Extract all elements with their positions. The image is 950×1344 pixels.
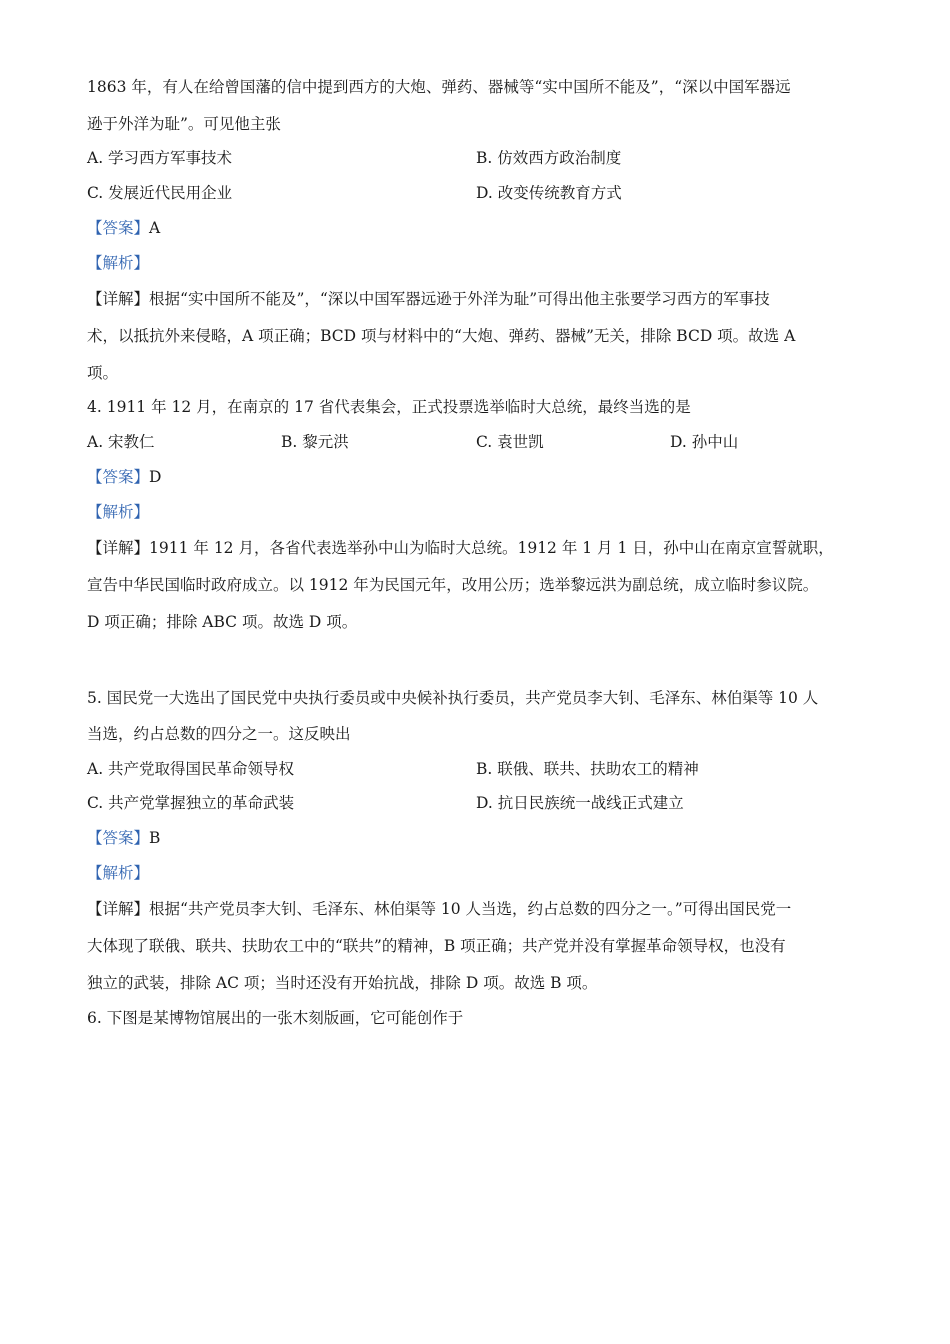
answer-tag: 【答案】 xyxy=(87,468,150,486)
detail-tag: 【详解】 xyxy=(87,539,150,557)
q5-stem-line1: 5. 国民党一大选出了国民党中央执行委员或中央候补执行委员，共产党员李大钊、毛泽东、林伯渠等 10 人 xyxy=(87,689,819,707)
q4-option-c: C. 袁世凯 xyxy=(476,433,544,451)
q3-detail-line3: 项。 xyxy=(87,364,119,382)
answer-value: B xyxy=(149,829,161,847)
q4-detail-line3: D 项正确；排除 ABC 项。故选 D 项。 xyxy=(87,613,358,631)
q3-stem-line1: 1863 年，有人在给曾国藩的信中提到西方的大炮、弹药、器械等“实中国所不能及”，“深以中国军器远 xyxy=(87,78,791,96)
q4-detail-line1 xyxy=(87,538,834,558)
q5-detail-line3: 独立的武装，排除 AC 项；当时还没有开始抗战，排除 D 项。故选 B 项。 xyxy=(87,974,598,992)
answer-tag: 【答案】 xyxy=(87,829,150,847)
q3-option-c: C. 发展近代民用企业 xyxy=(87,184,233,202)
answer-value: D xyxy=(149,468,162,486)
answer-value: A xyxy=(149,219,161,237)
q5-option-d: D. 抗日民族统一战线正式建立 xyxy=(476,794,684,812)
q3-option-b: B. 仿效西方政治制度 xyxy=(476,149,622,167)
q5-analysis-tag: 【解析】 xyxy=(87,864,150,882)
q5-answer xyxy=(87,828,160,848)
detail-text: 1911 年 12 月，各省代表选举孙中山为临时大总统。1912 年 1 月 1 日，孙中山在南京宣誓就职， xyxy=(149,539,834,557)
q3-option-d: D. 改变传统教育方式 xyxy=(476,184,622,202)
detail-tag: 【详解】 xyxy=(87,900,150,918)
q4-answer xyxy=(87,467,161,487)
q5-detail-line2: 大体现了联俄、联共、扶助农工中的“联共”的精神，B 项正确；共产党并没有掌握革命领导权，也没有 xyxy=(87,937,786,955)
q3-analysis-tag: 【解析】 xyxy=(87,254,150,272)
q4-option-a: A. 宋教仁 xyxy=(87,433,155,451)
answer-tag: 【答案】 xyxy=(87,219,150,237)
q4-option-b: B. 黎元洪 xyxy=(281,433,349,451)
q4-detail-line2: 宣告中华民国临时政府成立。以 1912 年为民国元年，改用公历；选举黎远洪为副总统，成立临时参议院。 xyxy=(87,576,819,594)
q3-detail-line1 xyxy=(87,289,770,309)
q5-option-b: B. 联俄、联共、扶助农工的精神 xyxy=(476,760,699,778)
q5-detail-line1 xyxy=(87,899,791,919)
detail-tag: 【详解】 xyxy=(87,290,150,308)
q5-option-c: C. 共产党掌握独立的革命武装 xyxy=(87,794,295,812)
q3-answer xyxy=(87,218,160,238)
q5-option-a: A. 共产党取得国民革命领导权 xyxy=(87,760,295,778)
q5-stem-line2: 当选，约占总数的四分之一。这反映出 xyxy=(87,725,351,743)
q3-detail-line2: 术，以抵抗外来侵略，A 项正确；BCD 项与材料中的“大炮、弹药、器械”无关，排除 BCD 项。故选 A xyxy=(87,327,796,345)
detail-text: 根据“实中国所不能及”，“深以中国军器远逊于外洋为耻”可得出他主张要学习西方的军事技 xyxy=(149,290,770,308)
q3-stem-line2: 逊于外洋为耻”。可见他主张 xyxy=(87,115,281,133)
q6-stem: 6. 下图是某博物馆展出的一张木刻版画，它可能创作于 xyxy=(87,1009,464,1027)
q3-option-a: A. 学习西方军事技术 xyxy=(87,149,233,167)
q4-analysis-tag: 【解析】 xyxy=(87,503,150,521)
detail-text: 根据“共产党员李大钊、毛泽东、林伯渠等 10 人当选，约占总数的四分之一。”可得出国民党一 xyxy=(149,900,792,918)
q4-option-d: D. 孙中山 xyxy=(670,433,739,451)
q4-stem: 4. 1911 年 12 月，在南京的 17 省代表集会，正式投票选举临时大总统，最终当选的是 xyxy=(87,398,691,416)
